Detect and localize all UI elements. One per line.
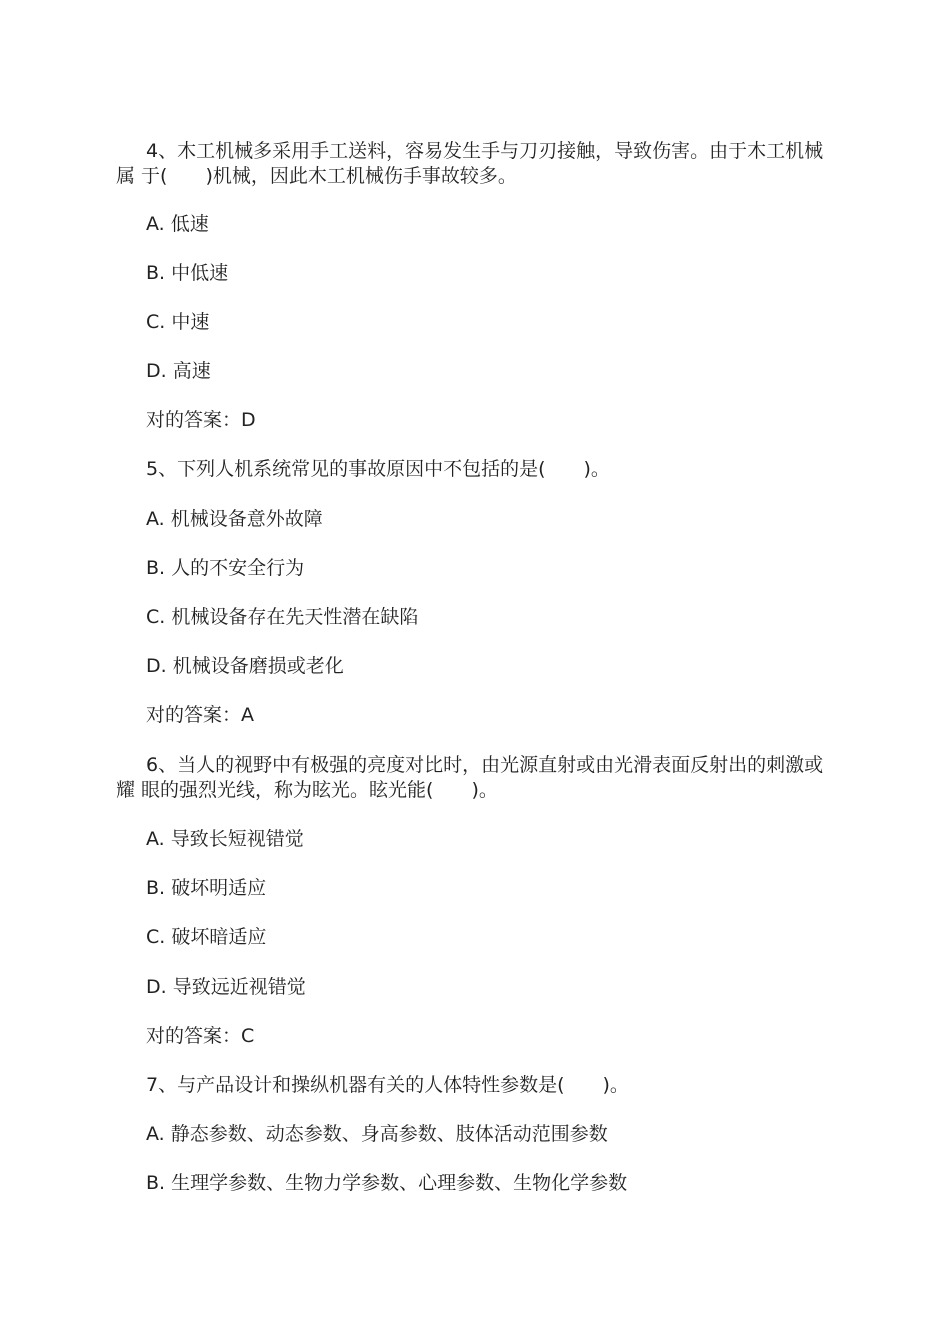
question-4-answer: 对的答案：D [146,409,256,431]
question-6-stem [116,753,836,803]
question-5-answer: 对的答案：A [146,704,254,726]
question-6-option-d: D. 导致远近视错觉 [146,976,306,998]
question-7-option-a: A. 静态参数、动态参数、身高参数、肢体活动范围参数 [146,1123,608,1145]
question-6-option-b: B. 破坏明适应 [146,877,267,899]
question-4-stem [116,139,836,189]
question-6-option-a: A. 导致长短视错觉 [146,828,304,850]
question-5-option-d: D. 机械设备磨损或老化 [146,655,344,677]
question-5-option-c: C. 机械设备存在先天性潜在缺陷 [146,606,419,628]
question-7-stem: 7、与产品设计和操纵机器有关的人体特性参数是( )。 [146,1074,629,1096]
question-4-option-d: D. 高速 [146,360,211,382]
question-4-option-c: C. 中速 [146,311,210,333]
question-4-stem-line1: 4、木工机械多采用手工送料，容易发生手与刀刃接触，导致伤害。由于木工机械 [146,140,824,162]
question-5-stem: 5、下列人机系统常见的事故原因中不包括的是( )。 [146,458,610,480]
question-5-option-a: A. 机械设备意外故障 [146,508,323,530]
question-4-option-a: A. 低速 [146,213,209,235]
question-6-stem-line2: 耀 眼的强烈光线，称为眩光。眩光能( )。 [116,779,498,801]
question-6-option-c: C. 破坏暗适应 [146,926,267,948]
question-4-stem-line2: 属 于( )机械，因此木工机械伤手事故较多。 [116,165,517,187]
question-7-option-b: B. 生理学参数、生物力学参数、心理参数、生物化学参数 [146,1172,628,1194]
question-6-answer: 对的答案：C [146,1025,255,1047]
question-6-stem-line1: 6、当人的视野中有极强的亮度对比时，由光源直射或由光滑表面反射出的刺激或 [146,754,824,776]
question-4-option-b: B. 中低速 [146,262,229,284]
question-5-option-b: B. 人的不安全行为 [146,557,305,579]
